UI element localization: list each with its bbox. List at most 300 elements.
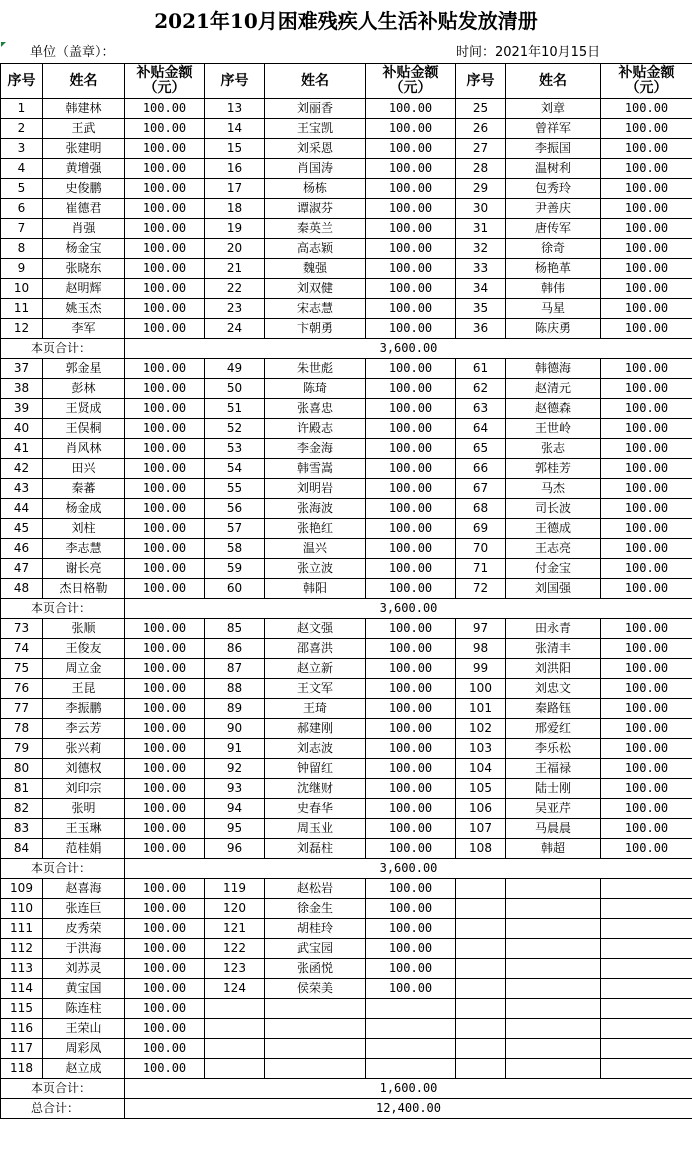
cell-seq: 20	[205, 239, 265, 259]
cell-name: 王德成	[506, 519, 601, 539]
cell-seq: 102	[456, 719, 506, 739]
cell-name: 马星	[506, 299, 601, 319]
cell-name: 王玉琳	[43, 819, 125, 839]
table-row	[1, 459, 692, 479]
table-row	[1, 679, 692, 699]
cell-amount	[601, 979, 692, 999]
cell-seq: 43	[1, 479, 43, 499]
table-row	[1, 379, 692, 399]
cell-name: 王世岭	[506, 419, 601, 439]
cell-seq: 26	[456, 119, 506, 139]
cell-seq: 82	[1, 799, 43, 819]
cell-name: 沈继财	[265, 779, 366, 799]
cell-name: 郝建刚	[265, 719, 366, 739]
cell-seq: 103	[456, 739, 506, 759]
cell-name: 彭林	[43, 379, 125, 399]
cell-amount	[601, 1059, 692, 1079]
cell-seq	[456, 1019, 506, 1039]
header-name: 姓名	[43, 64, 125, 99]
cell-seq: 97	[456, 619, 506, 639]
cell-name: 邢爱红	[506, 719, 601, 739]
header-amount-line1: 补贴金额	[382, 65, 439, 81]
grand-total-label: 总合计：	[1, 1099, 125, 1119]
cell-seq: 104	[456, 759, 506, 779]
cell-seq: 80	[1, 759, 43, 779]
cell-seq: 107	[456, 819, 506, 839]
unit-label: 单位（盖章）：	[30, 45, 115, 60]
cell-seq	[456, 959, 506, 979]
cell-name: 张晓东	[43, 259, 125, 279]
cell-name: 王贤成	[43, 399, 125, 419]
cell-amount: 100.00	[366, 719, 456, 739]
cell-amount: 100.00	[125, 199, 205, 219]
cell-amount: 100.00	[601, 619, 692, 639]
cell-name: 于洪海	[43, 939, 125, 959]
cell-seq: 47	[1, 559, 43, 579]
cell-seq: 112	[1, 939, 43, 959]
cell-name	[506, 1039, 601, 1059]
cell-name: 温树利	[506, 159, 601, 179]
cell-amount: 100.00	[366, 459, 456, 479]
cell-name: 唐传军	[506, 219, 601, 239]
cell-seq: 19	[205, 219, 265, 239]
table-row	[1, 439, 692, 459]
cell-name: 卞朝勇	[265, 319, 366, 339]
cell-amount: 100.00	[125, 299, 205, 319]
cell-seq: 7	[1, 219, 43, 239]
cell-name: 徐奇	[506, 239, 601, 259]
cell-name: 刘苏灵	[43, 959, 125, 979]
cell-seq: 10	[1, 279, 43, 299]
cell-name: 侯荣美	[265, 979, 366, 999]
cell-amount: 100.00	[125, 499, 205, 519]
cell-seq: 50	[205, 379, 265, 399]
cell-amount	[601, 879, 692, 899]
cell-amount: 100.00	[601, 199, 692, 219]
cell-amount: 100.00	[125, 679, 205, 699]
cell-amount: 100.00	[125, 239, 205, 259]
cell-amount: 100.00	[601, 99, 692, 119]
cell-seq: 15	[205, 139, 265, 159]
cell-name: 皮秀荣	[43, 919, 125, 939]
cell-amount: 100.00	[366, 299, 456, 319]
cell-seq: 58	[205, 539, 265, 559]
cell-name: 武宝园	[265, 939, 366, 959]
cell-seq: 67	[456, 479, 506, 499]
cell-name: 陆士刚	[506, 779, 601, 799]
cell-seq: 73	[1, 619, 43, 639]
table-row	[1, 719, 692, 739]
cell-seq: 8	[1, 239, 43, 259]
cell-seq: 91	[205, 739, 265, 759]
page-total-label: 本页合计：	[1, 859, 125, 879]
table-row	[1, 579, 692, 599]
cell-name: 刘志波	[265, 739, 366, 759]
cell-amount: 100.00	[125, 319, 205, 339]
table-row	[1, 139, 692, 159]
cell-name: 马晨晨	[506, 819, 601, 839]
cell-amount: 100.00	[601, 499, 692, 519]
cell-seq: 105	[456, 779, 506, 799]
cell-seq: 35	[456, 299, 506, 319]
cell-amount: 100.00	[125, 279, 205, 299]
cell-seq: 84	[1, 839, 43, 859]
cell-name	[506, 959, 601, 979]
header-seq: 序号	[1, 64, 43, 99]
cell-name: 黄增强	[43, 159, 125, 179]
header-seq: 序号	[205, 64, 265, 99]
cell-name: 陈连柱	[43, 999, 125, 1019]
cell-amount: 100.00	[366, 779, 456, 799]
cell-amount: 100.00	[601, 139, 692, 159]
table-row	[1, 179, 692, 199]
cell-seq: 115	[1, 999, 43, 1019]
cell-seq: 81	[1, 779, 43, 799]
cell-name: 张志	[506, 439, 601, 459]
cell-amount: 100.00	[366, 759, 456, 779]
table-body	[1, 64, 692, 1119]
cell-amount: 100.00	[366, 419, 456, 439]
subsidy-table	[0, 63, 692, 1119]
cell-amount	[601, 1019, 692, 1039]
cell-amount: 100.00	[366, 159, 456, 179]
page-total-value: 3,600.00	[125, 599, 692, 619]
cell-amount	[601, 959, 692, 979]
cell-seq: 6	[1, 199, 43, 219]
cell-name: 刘双健	[265, 279, 366, 299]
cell-amount: 100.00	[366, 499, 456, 519]
cell-seq: 25	[456, 99, 506, 119]
cell-name: 刘丽香	[265, 99, 366, 119]
cell-amount: 100.00	[601, 539, 692, 559]
cell-seq: 75	[1, 659, 43, 679]
cell-name: 吴亚芹	[506, 799, 601, 819]
cell-name: 张清丰	[506, 639, 601, 659]
table-row	[1, 279, 692, 299]
cell-seq	[205, 1059, 265, 1079]
cell-seq: 52	[205, 419, 265, 439]
cell-amount: 100.00	[125, 659, 205, 679]
cell-amount	[601, 899, 692, 919]
cell-seq: 87	[205, 659, 265, 679]
cell-name: 王福禄	[506, 759, 601, 779]
cell-amount: 100.00	[125, 219, 205, 239]
table-row	[1, 499, 692, 519]
table-row	[1, 959, 692, 979]
cell-name: 杨栋	[265, 179, 366, 199]
cell-amount	[601, 1039, 692, 1059]
cell-name: 周立金	[43, 659, 125, 679]
cell-name: 杨艳革	[506, 259, 601, 279]
cell-seq: 56	[205, 499, 265, 519]
cell-amount: 100.00	[601, 639, 692, 659]
cell-seq: 118	[1, 1059, 43, 1079]
cell-name: 肖强	[43, 219, 125, 239]
cell-amount: 100.00	[366, 359, 456, 379]
cell-seq	[456, 1059, 506, 1079]
cell-name: 谭淑芬	[265, 199, 366, 219]
cell-seq	[456, 939, 506, 959]
cell-seq: 24	[205, 319, 265, 339]
cell-name: 张立波	[265, 559, 366, 579]
cell-amount: 100.00	[125, 999, 205, 1019]
cell-amount: 100.00	[601, 479, 692, 499]
cell-amount: 100.00	[366, 799, 456, 819]
page-total-label: 本页合计：	[1, 1079, 125, 1099]
cell-name: 李振鹏	[43, 699, 125, 719]
cell-seq: 37	[1, 359, 43, 379]
cell-amount: 100.00	[125, 399, 205, 419]
cell-seq: 88	[205, 679, 265, 699]
cell-name: 肖国涛	[265, 159, 366, 179]
page-total-row	[1, 599, 692, 619]
cell-seq	[456, 1039, 506, 1059]
cell-amount: 100.00	[125, 119, 205, 139]
table-row	[1, 699, 692, 719]
cell-amount: 100.00	[125, 419, 205, 439]
cell-name: 赵德森	[506, 399, 601, 419]
cell-amount: 100.00	[601, 719, 692, 739]
cell-name: 陈琦	[265, 379, 366, 399]
table-row	[1, 259, 692, 279]
cell-amount: 100.00	[601, 399, 692, 419]
cell-seq: 93	[205, 779, 265, 799]
cell-name	[265, 1039, 366, 1059]
cell-name: 王昆	[43, 679, 125, 699]
page-total-value: 3,600.00	[125, 339, 692, 359]
cell-name: 郭金星	[43, 359, 125, 379]
cell-seq: 46	[1, 539, 43, 559]
cell-name: 徐金生	[265, 899, 366, 919]
table-row	[1, 659, 692, 679]
table-row	[1, 319, 692, 339]
cell-name: 温兴	[265, 539, 366, 559]
cell-seq: 29	[456, 179, 506, 199]
cell-seq: 122	[205, 939, 265, 959]
table-row	[1, 919, 692, 939]
table-row	[1, 879, 692, 899]
cell-amount: 100.00	[366, 959, 456, 979]
page-total-row	[1, 339, 692, 359]
cell-name: 王志亮	[506, 539, 601, 559]
cell-amount: 100.00	[601, 839, 692, 859]
cell-name: 邵喜洪	[265, 639, 366, 659]
cell-seq: 4	[1, 159, 43, 179]
cell-seq: 63	[456, 399, 506, 419]
table-row	[1, 759, 692, 779]
cell-amount: 100.00	[601, 659, 692, 679]
table-row	[1, 419, 692, 439]
page-title: 2021年10月困难残疾人生活补贴发放清册	[154, 9, 538, 33]
table-row	[1, 119, 692, 139]
cell-name	[265, 999, 366, 1019]
cell-seq	[456, 979, 506, 999]
cell-name: 李金海	[265, 439, 366, 459]
cell-name: 张连巨	[43, 899, 125, 919]
table-row	[1, 1019, 692, 1039]
cell-amount	[366, 1019, 456, 1039]
cell-name: 李志慧	[43, 539, 125, 559]
cell-name: 杨金宝	[43, 239, 125, 259]
cell-amount: 100.00	[125, 479, 205, 499]
cell-seq: 114	[1, 979, 43, 999]
cell-seq: 79	[1, 739, 43, 759]
header-amount	[125, 64, 205, 99]
cell-name: 王琦	[265, 699, 366, 719]
cell-amount: 100.00	[125, 179, 205, 199]
cell-amount: 100.00	[366, 119, 456, 139]
cell-amount	[366, 1039, 456, 1059]
cell-amount: 100.00	[601, 319, 692, 339]
cell-amount: 100.00	[366, 619, 456, 639]
page-total-row	[1, 1079, 692, 1099]
cell-amount: 100.00	[125, 699, 205, 719]
table-row	[1, 219, 692, 239]
cell-seq: 98	[456, 639, 506, 659]
cell-amount: 100.00	[125, 959, 205, 979]
cell-seq: 33	[456, 259, 506, 279]
cell-seq: 83	[1, 819, 43, 839]
cell-seq: 108	[456, 839, 506, 859]
cell-name: 杨金成	[43, 499, 125, 519]
cell-name	[506, 899, 601, 919]
cell-amount: 100.00	[125, 459, 205, 479]
cell-name: 马杰	[506, 479, 601, 499]
cell-seq: 117	[1, 1039, 43, 1059]
cell-name: 刘忠文	[506, 679, 601, 699]
cell-seq: 3	[1, 139, 43, 159]
cell-seq: 66	[456, 459, 506, 479]
cell-seq: 53	[205, 439, 265, 459]
cell-amount: 100.00	[601, 119, 692, 139]
cell-name: 田兴	[43, 459, 125, 479]
cell-name	[506, 939, 601, 959]
table-row	[1, 399, 692, 419]
cell-seq: 60	[205, 579, 265, 599]
cell-amount: 100.00	[601, 759, 692, 779]
cell-seq: 21	[205, 259, 265, 279]
cell-amount: 100.00	[125, 719, 205, 739]
cell-amount: 100.00	[601, 359, 692, 379]
table-row	[1, 799, 692, 819]
table-row	[1, 559, 692, 579]
cell-amount: 100.00	[601, 419, 692, 439]
cell-amount: 100.00	[125, 1039, 205, 1059]
cell-name: 韩超	[506, 839, 601, 859]
cell-amount: 100.00	[601, 219, 692, 239]
cell-seq: 120	[205, 899, 265, 919]
table-row	[1, 519, 692, 539]
cell-seq	[456, 879, 506, 899]
cell-seq	[205, 1039, 265, 1059]
page-total-row	[1, 859, 692, 879]
cell-seq: 74	[1, 639, 43, 659]
cell-seq: 44	[1, 499, 43, 519]
cell-seq: 111	[1, 919, 43, 939]
cell-amount: 100.00	[125, 919, 205, 939]
cell-seq: 48	[1, 579, 43, 599]
cell-amount: 100.00	[366, 279, 456, 299]
cell-seq: 72	[456, 579, 506, 599]
cell-amount: 100.00	[601, 379, 692, 399]
cell-amount: 100.00	[366, 679, 456, 699]
cell-name: 赵立新	[265, 659, 366, 679]
cell-name: 高志颖	[265, 239, 366, 259]
cell-name	[506, 999, 601, 1019]
table-row	[1, 619, 692, 639]
cell-amount: 100.00	[125, 979, 205, 999]
table-row	[1, 479, 692, 499]
cell-seq: 69	[456, 519, 506, 539]
table-row	[1, 199, 692, 219]
cell-seq: 78	[1, 719, 43, 739]
cell-name: 刘印宗	[43, 779, 125, 799]
cell-seq: 51	[205, 399, 265, 419]
cell-amount: 100.00	[125, 819, 205, 839]
cell-seq: 95	[205, 819, 265, 839]
cell-amount: 100.00	[125, 879, 205, 899]
date-label: 时间：2021年10月15日	[456, 45, 601, 60]
header-seq: 序号	[456, 64, 506, 99]
cell-amount: 100.00	[125, 839, 205, 859]
cell-name: 韩雪嵩	[265, 459, 366, 479]
cell-name: 赵清元	[506, 379, 601, 399]
cell-amount: 100.00	[601, 439, 692, 459]
cell-name: 崔德君	[43, 199, 125, 219]
cell-name: 朱世彪	[265, 359, 366, 379]
cell-amount: 100.00	[125, 139, 205, 159]
table-row	[1, 819, 692, 839]
cell-amount: 100.00	[601, 459, 692, 479]
cell-seq: 18	[205, 199, 265, 219]
cell-seq: 13	[205, 99, 265, 119]
cell-seq: 27	[456, 139, 506, 159]
cell-amount: 100.00	[366, 919, 456, 939]
cell-amount: 100.00	[366, 399, 456, 419]
cell-amount: 100.00	[125, 1059, 205, 1079]
cell-name: 谢长亮	[43, 559, 125, 579]
cell-name: 钟留红	[265, 759, 366, 779]
cell-seq: 42	[1, 459, 43, 479]
cell-seq: 40	[1, 419, 43, 439]
cell-seq: 99	[456, 659, 506, 679]
cell-amount: 100.00	[366, 239, 456, 259]
header-amount-line1: 补贴金额	[136, 65, 193, 81]
page-total-value: 3,600.00	[125, 859, 692, 879]
cell-name: 赵喜海	[43, 879, 125, 899]
cell-amount: 100.00	[601, 679, 692, 699]
cell-name: 李乐松	[506, 739, 601, 759]
cell-amount: 100.00	[366, 879, 456, 899]
cell-seq: 90	[205, 719, 265, 739]
cell-amount: 100.00	[125, 619, 205, 639]
cell-seq: 12	[1, 319, 43, 339]
cell-name: 田永青	[506, 619, 601, 639]
cell-amount: 100.00	[125, 639, 205, 659]
cell-seq: 14	[205, 119, 265, 139]
cell-name: 姚玉杰	[43, 299, 125, 319]
cell-name	[506, 879, 601, 899]
header-name: 姓名	[506, 64, 601, 99]
cell-name: 赵文强	[265, 619, 366, 639]
cell-seq: 34	[456, 279, 506, 299]
cell-seq: 116	[1, 1019, 43, 1039]
cell-seq: 124	[205, 979, 265, 999]
cell-name: 秦路钰	[506, 699, 601, 719]
cell-seq: 39	[1, 399, 43, 419]
cell-amount: 100.00	[601, 299, 692, 319]
cell-name: 曾祥军	[506, 119, 601, 139]
